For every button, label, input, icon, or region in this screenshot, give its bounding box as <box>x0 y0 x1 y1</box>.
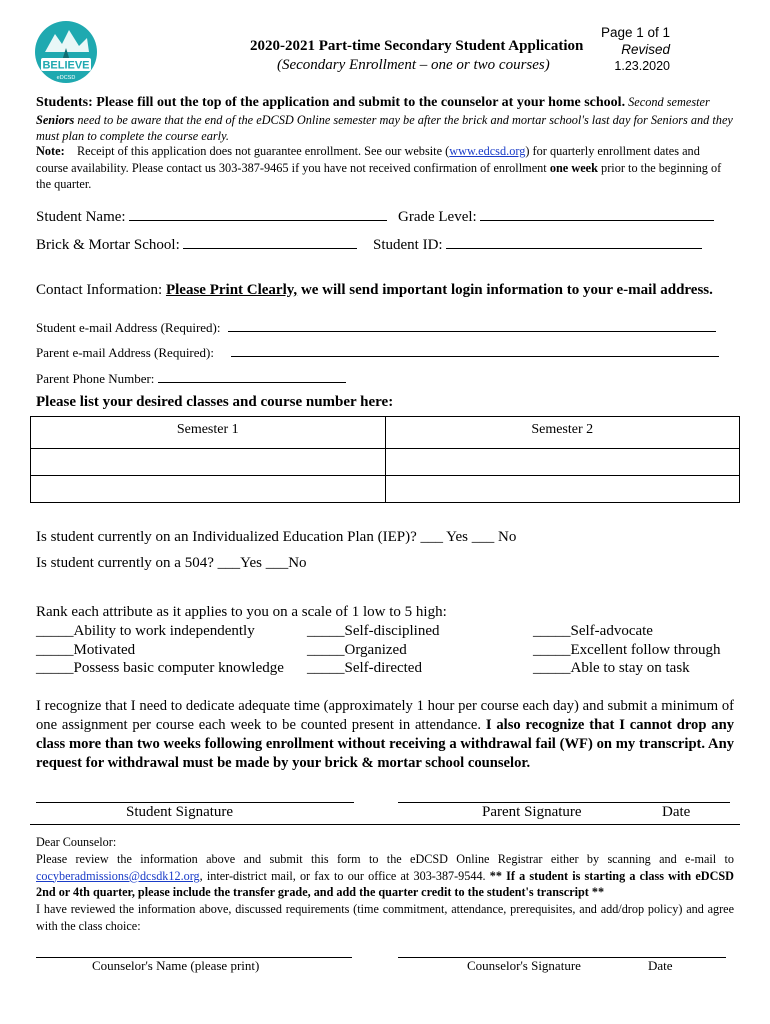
note-bold: one week <box>549 160 598 175</box>
edcsd-believe-logo <box>33 18 99 88</box>
contact-heading <box>36 282 713 299</box>
rank-column-1 <box>36 622 284 678</box>
website-link[interactable]: www.edcsd.org <box>449 144 526 158</box>
contact-rest: we will send important login information to your e-mail address. <box>300 282 713 298</box>
acknowledgement-paragraph <box>36 697 734 773</box>
iep-yes-option[interactable]: ___ Yes <box>420 529 469 545</box>
rank-item[interactable]: _____Self-disciplined <box>307 623 440 639</box>
parent-email-label: Parent e-mail Address (Required): <box>36 345 214 360</box>
semester-1-class-2[interactable] <box>31 476 386 503</box>
grade-level-line[interactable] <box>480 206 714 221</box>
semester-2-class-2[interactable] <box>385 476 740 503</box>
table-row <box>31 476 740 503</box>
brick-school-line[interactable] <box>183 234 357 249</box>
brick-school-label: Brick & Mortar School: <box>36 237 180 253</box>
semester-2-header: Semester 2 <box>385 417 740 449</box>
counselor-body-1: Please review the information above and submit this form to the eDCSD Online Registrar either by scanning and e-mail to <box>36 851 734 866</box>
counselor-name-label: Counselor's Name (please print) <box>92 958 260 973</box>
student-name-field[interactable] <box>36 206 387 226</box>
student-name-line[interactable] <box>129 206 387 221</box>
504-question <box>36 555 307 572</box>
classes-table <box>30 416 740 503</box>
acknowledgement-text: I recognize that I need to dedicate adequate time (approximately 1 hour per course each day) and submit a minimum of one assignment per course each week to be counted present in attendance. <box>36 698 734 733</box>
classes-heading: Please list your desired classes and course number here: <box>36 394 394 410</box>
students-lead: Students: Please fill out the top of the application and submit to the counselor at your home school. <box>36 95 626 110</box>
revised-label: Revised <box>621 42 670 57</box>
form-title: 2020-2021 Part-time Secondary Student Application <box>250 38 584 54</box>
student-id-line[interactable] <box>446 234 702 249</box>
iep-question <box>36 529 516 546</box>
rank-item[interactable]: _____Excellent follow through <box>533 641 721 658</box>
semester-1-class-1[interactable] <box>31 449 386 476</box>
rank-item[interactable]: _____Possess basic computer knowledge <box>36 660 284 676</box>
students-instructions <box>36 94 734 145</box>
table-row <box>31 449 740 476</box>
seniors-bold: Seniors <box>36 112 75 127</box>
table-header-row <box>31 417 740 449</box>
iep-question-text: Is student currently on an Individualized Education Plan (IEP)? <box>36 529 417 545</box>
note-text-2: ) for quarterly enrollment dates and course availability. Please contact us 303-387-9465 if you have not received confirmation of enrollment <box>36 144 700 175</box>
parent-signature-line[interactable] <box>398 802 730 803</box>
counselor-greeting: Dear Counselor: <box>36 835 117 849</box>
page-number: Page 1 of 1 <box>600 25 670 40</box>
student-name-label: Student Name: <box>36 209 126 225</box>
rank-item[interactable]: _____Able to stay on task <box>533 660 690 676</box>
note-paragraph <box>36 143 734 193</box>
logo-subtext: eDCSD <box>56 75 76 81</box>
504-no-option[interactable]: ___No <box>265 555 307 571</box>
iep-no-option[interactable]: ___ No <box>471 529 517 545</box>
note-text-3: prior to the beginning of the quarter. <box>36 160 722 191</box>
section-divider <box>30 824 740 825</box>
rank-item[interactable]: _____Self-advocate <box>533 623 653 639</box>
counselor-instructions <box>36 851 734 901</box>
parent-signature-label: Parent Signature <box>482 804 582 820</box>
student-email-line[interactable] <box>228 317 716 332</box>
semester-2-class-1[interactable] <box>385 449 740 476</box>
parent-phone-line[interactable] <box>158 368 346 383</box>
seniors-text-1: Second semester <box>628 95 710 109</box>
student-signature-line[interactable] <box>36 802 354 803</box>
student-signature-label: Student Signature <box>126 804 234 820</box>
parent-phone-field[interactable] <box>36 368 346 387</box>
print-clearly: Please Print Clearly, <box>165 282 298 298</box>
student-id-label: Student ID: <box>373 237 443 253</box>
rank-heading: Rank each attribute as it applies to you on a scale of 1 low to 5 high: <box>36 604 447 620</box>
parent-date-label: Date <box>662 804 691 820</box>
counselor-body-2: , inter-district mail, or fax to our office at 303-387-9544. <box>199 868 486 883</box>
rank-item[interactable]: _____Self-directed <box>307 660 422 676</box>
grade-level-field[interactable] <box>398 206 714 226</box>
504-yes-option[interactable]: ___Yes <box>217 555 262 571</box>
student-id-field[interactable] <box>373 234 702 254</box>
rank-column-2 <box>307 622 439 678</box>
student-email-label: Student e-mail Address (Required): <box>36 320 221 335</box>
brick-school-field[interactable] <box>36 234 357 254</box>
counselor-body-bold: ** If a student is starting a class with eDCSD 2nd or 4th quarter, please include the transfer grade, and add the quarter credit to the student's transcript ** <box>36 868 734 900</box>
counselor-date-label: Date <box>648 958 673 973</box>
logo-text: BELIEVE <box>42 59 90 72</box>
semester-1-header: Semester 1 <box>31 417 386 449</box>
note-label: Note: <box>36 144 65 158</box>
504-question-text: Is student currently on a 504? <box>36 555 214 571</box>
contact-lead: Contact Information: <box>36 282 163 298</box>
page-info <box>592 24 670 75</box>
rank-item[interactable]: _____Organized <box>307 641 407 658</box>
acknowledgement-bold: I also recognize that I cannot drop any class more than two weeks following enrollment without receiving a withdrawal fail (WF) on my transcript. Any request for withdrawal must be made by your brick & mortar school counselor. <box>36 717 734 771</box>
seniors-text-2: need to be aware that the end of the eDCSD Online semester may be after the brick and mortar school's last day for Seniors and they must plan to complete the course early. <box>36 112 733 143</box>
parent-email-field[interactable] <box>36 342 719 361</box>
counselor-section <box>36 834 734 935</box>
rank-column-3 <box>533 622 720 678</box>
grade-level-label: Grade Level: <box>398 209 477 225</box>
parent-email-line[interactable] <box>231 342 719 357</box>
counselor-signature-label: Counselor's Signature <box>467 958 581 973</box>
counselor-reviewed: I have reviewed the information above, discussed requirements (time commitment, attendance, prerequisites, and add/drop policy) and agree with the class choice: <box>36 902 734 933</box>
form-subtitle: (Secondary Enrollment – one or two courses) <box>277 57 550 73</box>
note-text-1: Receipt of this application does not guarantee enrollment. See our website ( <box>76 144 450 158</box>
rank-item[interactable]: _____Motivated <box>36 641 136 658</box>
revised-date: 1.23.2020 <box>614 59 670 73</box>
rank-item[interactable]: _____Ability to work independently <box>36 623 255 639</box>
student-email-field[interactable] <box>36 317 716 336</box>
registrar-email-link[interactable]: cocyberadmissions@dcsdk12.org <box>36 868 200 883</box>
parent-phone-label: Parent Phone Number: <box>36 371 155 386</box>
